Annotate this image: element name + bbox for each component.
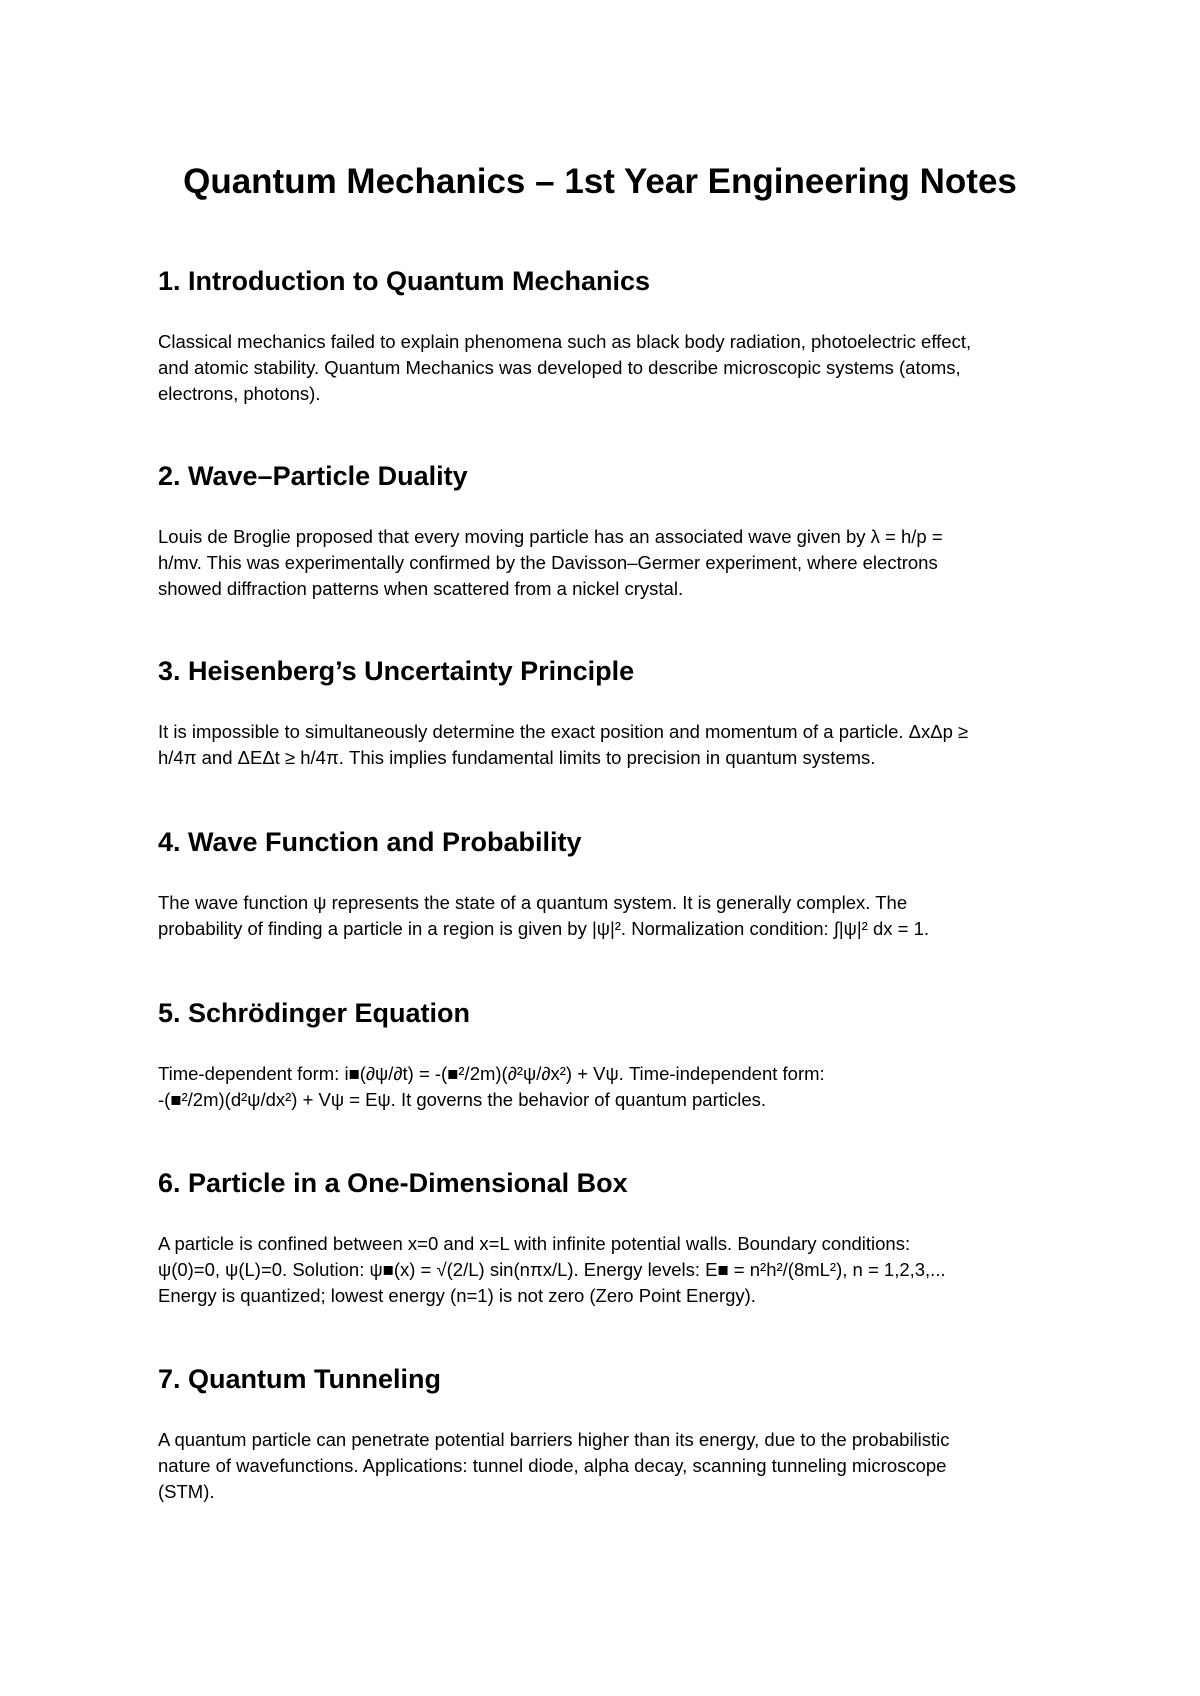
section-introduction [158,264,1058,404]
document-title: Quantum Mechanics – 1st Year Engineering Notes [183,162,1017,201]
section-body [158,719,1058,771]
body-line: Classical mechanics failed to explain phenomena such as black body radiation, photoelectric effect, [158,331,972,352]
body-line: Louis de Broglie proposed that every moving particle has an associated wave given by λ = h/p = [158,526,943,547]
section-body [158,1231,1058,1309]
section-heading: 3. Heisenberg’s Uncertainty Principle [158,656,635,686]
body-line: and atomic stability. Quantum Mechanics was developed to describe microscopic systems (atoms, [158,357,961,378]
body-line: A quantum particle can penetrate potential barriers higher than its energy, due to the probabilistic [158,1429,950,1450]
body-line: (STM). [158,1481,215,1502]
body-line: -(■²/2m)(d²ψ/dx²) + Vψ = Eψ. It governs the behavior of quantum particles. [158,1089,767,1110]
body-line: ψ(0)=0, ψ(L)=0. Solution: ψ■(x) = √(2/L) sin(nπx/L). Energy levels: E■ = n²h²/(8mL²), n = 1,2,3,... [158,1259,946,1280]
section-heading: 2. Wave–Particle Duality [158,461,468,491]
section-heading: 4. Wave Function and Probability [158,827,582,857]
section-body [158,329,1058,407]
section-quantum-tunneling [158,1362,1058,1502]
section-heading: 6. Particle in a One-Dimensional Box [158,1168,628,1198]
body-line: probability of finding a particle in a region is given by |ψ|². Normalization condition: ∫|ψ|² dx = 1. [158,918,930,939]
body-line: Energy is quantized; lowest energy (n=1) is not zero (Zero Point Energy). [158,1285,756,1306]
body-line: h/mv. This was experimentally confirmed by the Davisson–Germer experiment, where electrons [158,552,938,573]
body-line: showed diffraction patterns when scattered from a nickel crystal. [158,578,684,599]
section-wave-function [158,825,1058,939]
body-line: Time-dependent form: i■(∂ψ/∂t) = -(■²/2m)(∂²ψ/∂x²) + Vψ. Time-independent form: [158,1063,825,1084]
section-heading: 1. Introduction to Quantum Mechanics [158,266,651,296]
section-uncertainty-principle [158,654,1058,768]
body-line: The wave function ψ represents the state of a quantum system. It is generally complex. The [158,892,908,913]
section-heading: 5. Schrödinger Equation [158,998,471,1028]
section-schrodinger-equation [158,996,1058,1110]
body-line: h/4π and ΔEΔt ≥ h/4π. This implies fundamental limits to precision in quantum systems. [158,747,876,768]
section-particle-in-box [158,1166,1058,1306]
body-line: electrons, photons). [158,383,321,404]
section-wave-particle-duality [158,459,1058,599]
section-body [158,890,1058,942]
body-line: It is impossible to simultaneously determine the exact position and momentum of a particle. ΔxΔp ≥ [158,721,969,742]
section-heading: 7. Quantum Tunneling [158,1364,441,1394]
body-line: A particle is confined between x=0 and x=L with infinite potential walls. Boundary conditions: [158,1233,911,1254]
section-body [158,1427,1058,1505]
section-body [158,524,1058,602]
section-body [158,1061,1058,1113]
body-line: nature of wavefunctions. Applications: tunnel diode, alpha decay, scanning tunneling microscope [158,1455,947,1476]
